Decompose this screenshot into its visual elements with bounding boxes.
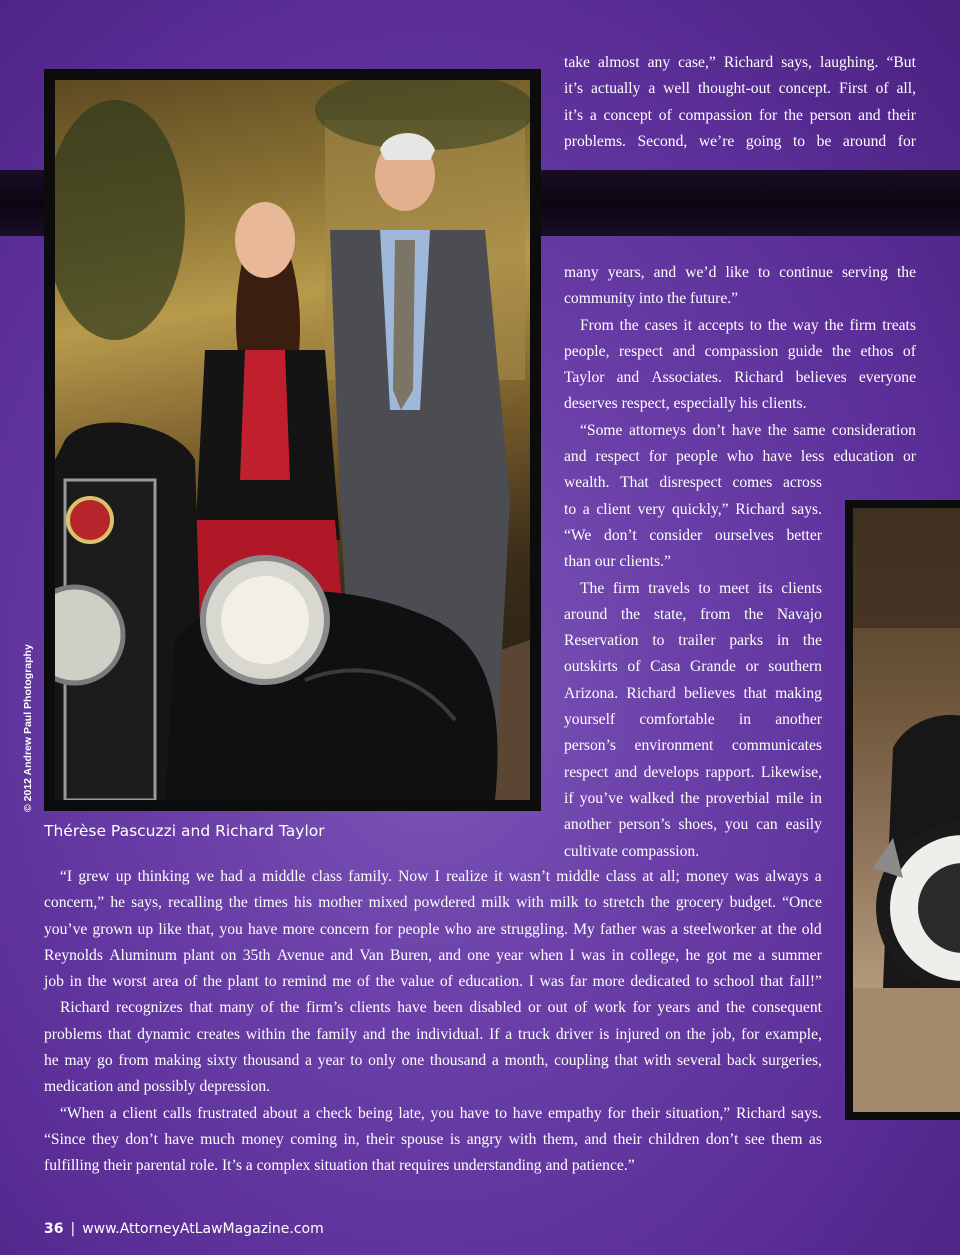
- paragraph-line: Arizona. Richard believes that making: [564, 684, 822, 702]
- paragraph-line: “We don’t consider ourselves better: [564, 526, 822, 544]
- paragraph-line: The firm travels to meet its clients: [580, 579, 822, 597]
- paragraph-line: cultivate compassion.: [564, 842, 700, 860]
- paragraph-line: problems that dynamic creates within the family and the individual. If a truck driver is injured on the job, for example,: [44, 1025, 822, 1043]
- paragraph-line: Reservation to trailer parks in the: [564, 632, 822, 650]
- paragraph-line: to a client very quickly,” Richard says.: [564, 500, 822, 518]
- paragraph-line: wealth. That disrespect comes across: [564, 474, 822, 492]
- paragraph-line: it’s a concept of compassion for the person and their: [564, 106, 916, 124]
- main-photo: [44, 69, 541, 811]
- paragraph-line: “Some attorneys don’t have the same consideration: [580, 421, 916, 439]
- paragraph-line: it’s actually a well thought-out concept. First of all,: [564, 80, 916, 98]
- paragraph-line: “When a client calls frustrated about a check being late, you have to have empathy for their situation,” Richard says.: [60, 1104, 822, 1122]
- paragraph-line: concern,” he says, recalling the times his mother mixed powdered milk with milk to stretch the grocery budget. “Once: [44, 894, 822, 912]
- footer-separator: |: [70, 1221, 76, 1237]
- paragraph-line: if you’ve walked the proverbial mile in: [564, 789, 822, 807]
- portrait-illustration: [55, 80, 530, 800]
- paragraph-line: problems. Second, we’re going to be around for: [564, 132, 916, 150]
- paragraph-line: respect and develops rapport. Likewise,: [564, 763, 822, 781]
- paragraph-line: he may go from making sixty thousand a year to only one thousand a month, coupling that with several back surgeries,: [44, 1052, 822, 1070]
- paragraph-line: another person’s shoes, you can easily: [564, 816, 822, 834]
- paragraph-line: Taylor and Associates. Richard believes everyone: [564, 369, 916, 387]
- paragraph-line: fulfilling their parental role. It’s a complex situation that requires understanding and patience.”: [44, 1157, 635, 1175]
- paragraph-line: Richard recognizes that many of the firm’s clients have been disabled or out of work for years and the consequent: [60, 999, 822, 1017]
- paragraph-line: job in the worst area of the plant to remind me of the value of education. I was far more dedicated to school that fall!”: [44, 973, 822, 991]
- photo-caption: Thérèse Pascuzzi and Richard Taylor: [44, 822, 325, 840]
- page-number: 36: [44, 1221, 64, 1237]
- paragraph-line: yourself comfortable in another: [564, 711, 822, 729]
- paragraph-line: Reynolds Aluminum plant on 35th Avenue and Van Buren, and one year when I was in college, he got me a summer: [44, 946, 822, 964]
- photo-credit: © 2012 Andrew Paul Photography: [22, 644, 34, 812]
- paragraph-line: take almost any case,” Richard says, laughing. “But: [564, 54, 916, 71]
- article-body-bottom: [44, 864, 822, 1180]
- paragraph-line: around the state, from the Navajo: [564, 605, 822, 623]
- website-link[interactable]: www.AttorneyAtLawMagazine.com: [82, 1221, 324, 1237]
- paragraph-line: “I grew up thinking we had a middle class family. Now I realize it wasn’t middle class at all; money was always a: [60, 868, 822, 885]
- main-photo-scene: [55, 80, 530, 800]
- paragraph-line: than our clients.”: [564, 553, 671, 571]
- page-footer: [44, 1221, 324, 1237]
- paragraph-line: medication and possibly depression.: [44, 1078, 271, 1096]
- paragraph-line: outskirts of Casa Grande or southern: [564, 658, 822, 676]
- paragraph-line: person’s environment communicates: [564, 737, 822, 755]
- paragraph-line: deserves respect, especially his clients.: [564, 395, 807, 413]
- paragraph-line: many years, and we’d like to continue serving the: [564, 264, 916, 281]
- paragraph-line: and respect for people who have less education or: [564, 448, 916, 466]
- article-column-middle: [564, 260, 916, 865]
- paragraph-line: you’ve grown up like that, you have more concern for people who are struggling. My father was a steelworker at the old: [44, 920, 822, 938]
- paragraph-line: From the cases it accepts to the way the firm treats: [580, 316, 916, 334]
- paragraph-line: “Since they don’t have much money coming in, their spouse is angry with them, and their children don’t see them as: [44, 1130, 822, 1148]
- paragraph-line: people, respect and compassion guide the ethos of: [564, 342, 916, 360]
- article-column-top: [564, 50, 916, 155]
- paragraph-line: community into the future.”: [564, 290, 739, 308]
